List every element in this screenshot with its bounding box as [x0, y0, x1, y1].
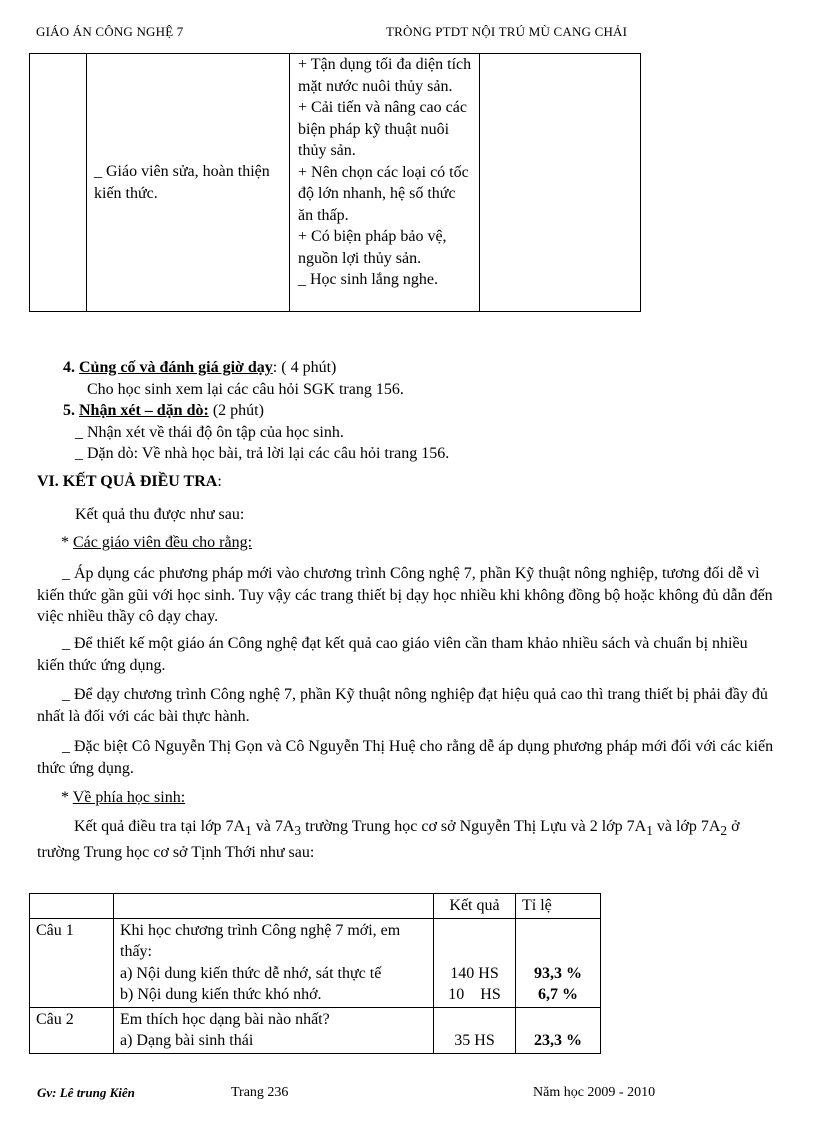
section-6-colon: : — [217, 473, 222, 490]
survey-text-a: Kết quả điều tra tại lớp 7A — [74, 818, 246, 835]
section-6-title: VI. KẾT QUẢ ĐIỀU TRA — [37, 473, 218, 490]
students-heading-text: Về phía học sinh: — [72, 789, 186, 806]
table-row — [30, 54, 641, 312]
question-1-ratio-b: 6,7 % — [538, 986, 578, 1003]
question-1-option-b: b) Nội dung kiến thức khó nhớ. — [120, 986, 322, 1003]
section-5-line-2: _ Dặn dò: Về nhà học bài, trả lời lại các câu hỏi trang 156. — [75, 445, 450, 462]
survey-text-d: và lớp 7A — [652, 818, 721, 835]
section-5-heading — [63, 400, 264, 421]
section-4-line: Cho học sinh xem lại các câu hỏi SGK trang 156. — [87, 381, 404, 398]
section-4-heading — [63, 357, 336, 378]
section-4-time: : ( 4 phút) — [272, 359, 337, 376]
header-right: TRÒNG PTDT NỘI TRÚ MÙ CANG CHẢI — [386, 24, 628, 39]
footer-page: Trang 236 — [231, 1085, 289, 1100]
section-4-number: 4. — [63, 359, 75, 376]
survey-paragraph — [37, 816, 779, 863]
section-6-heading — [37, 471, 222, 492]
section-4-title: Củng cố và đánh giá giờ dạy — [79, 359, 273, 376]
question-2-cell — [114, 1007, 434, 1053]
header-result: Kết quả — [434, 894, 516, 919]
section-5-time: (2 phút) — [208, 402, 264, 419]
students-heading — [61, 787, 185, 808]
student-line-1: + Tận dụng tối đa diện tích mặt nước nuôi thủy sản. — [298, 56, 472, 95]
teachers-heading — [61, 532, 252, 553]
student-line-5: _ Học sinh lắng nghe. — [298, 271, 438, 288]
section-5-title: Nhận xét – dặn dò: — [79, 402, 209, 419]
table-row — [30, 1007, 601, 1053]
student-line-2: + Cải tiến và nâng cao các biện pháp kỹ thuật nuôi thủy sản. — [298, 99, 467, 159]
teacher-activity-cell — [87, 54, 290, 312]
question-1-ratio-a: 93,3 % — [534, 964, 582, 982]
question-1-cell — [114, 918, 434, 1007]
bullet-star: * — [61, 534, 73, 551]
header-cell — [114, 894, 434, 919]
survey-results-table — [29, 893, 601, 1054]
header-cell — [30, 894, 114, 919]
student-activity-cell — [290, 54, 480, 312]
subscript: 2 — [720, 823, 728, 839]
teacher-opinion-2: _ Để thiết kế một giáo án Công nghệ đạt kết quả cao giáo viên cần tham khảo nhiều sách và chuẩn bị nhiều kiến thức ứng dụng. — [37, 635, 748, 674]
header-left: GIÁO ÁN CÔNG NGHỆ 7 — [36, 24, 184, 39]
teacher-opinion-3: _ Để dạy chương trình Công nghệ 7, phần Kỹ thuật nông nghiệp đạt hiệu quả cao thì trang thiết bị phải đầy đủ nhất là đối với các bài thực hành. — [37, 686, 768, 725]
question-1-ratios — [516, 918, 601, 1007]
section-5-line-1: _ Nhận xét về thái độ ôn tập của học sinh. — [75, 424, 344, 441]
survey-text-b: và 7A — [251, 818, 295, 835]
subscript: 1 — [646, 823, 653, 839]
survey-text-e: ở trường Trung học cơ sở Tịnh Thới như sau: — [37, 818, 740, 861]
section-5-number: 5. — [63, 402, 75, 419]
question-1-result-a: 140 HS — [450, 964, 499, 982]
empty-cell — [30, 54, 87, 312]
question-2-result-a: 35 HS — [434, 1007, 516, 1053]
lesson-activity-table — [29, 53, 641, 312]
student-line-4: + Có biện pháp bảo vệ, nguồn lợi thủy sản. — [298, 228, 447, 267]
question-1-results — [434, 918, 516, 1007]
empty-cell — [480, 54, 641, 312]
question-2-ratio-a: 23,3 % — [516, 1007, 601, 1053]
question-2-label: Câu 2 — [30, 1007, 114, 1053]
teachers-heading-text: Các giáo viên đều cho rằng: — [73, 534, 253, 551]
survey-text-c: trường Trung học cơ sở Nguyễn Thị Lựu và 2 lớp 7A — [301, 818, 647, 835]
subscript: 3 — [294, 823, 302, 839]
table-row — [30, 918, 601, 1007]
results-intro: Kết quả thu được như sau: — [75, 506, 245, 523]
question-1-result-b: 10 HS — [448, 986, 501, 1003]
student-line-3: + Nên chọn các loại có tốc độ lớn nhanh, hệ số thức ăn thấp. — [298, 163, 469, 224]
teacher-opinion-1: _ Áp dụng các phương pháp mới vào chương trình Công nghệ 7, phần Kỹ thuật nông nghiệp, tương đối dễ vì kiến thức gần gũi với học sinh. Tuy vậy các trang thiết bị dạy học nhiều khi không đồng bộ hoặc không đủ dẫn đến việc nhiều thầy cô dạy chay. — [37, 565, 773, 625]
header-ratio: Tỉ lệ — [516, 894, 601, 919]
question-2-text: Em thích học dạng bài nào nhất? — [120, 1010, 330, 1028]
question-1-label: Câu 1 — [30, 918, 114, 1007]
teacher-activity-text: _ Giáo viên sửa, hoàn thiện kiến thức. — [94, 163, 270, 202]
footer-author: Gv: Lê trung Kiên — [37, 1085, 135, 1100]
question-1-option-a: a) Nội dung kiến thức dễ nhớ, sát thực tế — [120, 964, 382, 982]
question-2-option-a: a) Dạng bài sinh thái — [120, 1032, 254, 1049]
table-row — [30, 894, 601, 919]
bullet-star: * — [61, 789, 73, 806]
teacher-opinion-4: _ Đặc biệt Cô Nguyễn Thị Gọn và Cô Nguyễn Thị Huệ cho rằng dễ áp dụng phương pháp mới đối với các kiến thức ứng dụng. — [37, 738, 774, 777]
subscript: 1 — [245, 823, 252, 839]
footer-year: Năm học 2009 - 2010 — [533, 1085, 656, 1100]
question-1-text: Khi học chương trình Công nghệ 7 mới, em thấy: — [120, 921, 401, 960]
